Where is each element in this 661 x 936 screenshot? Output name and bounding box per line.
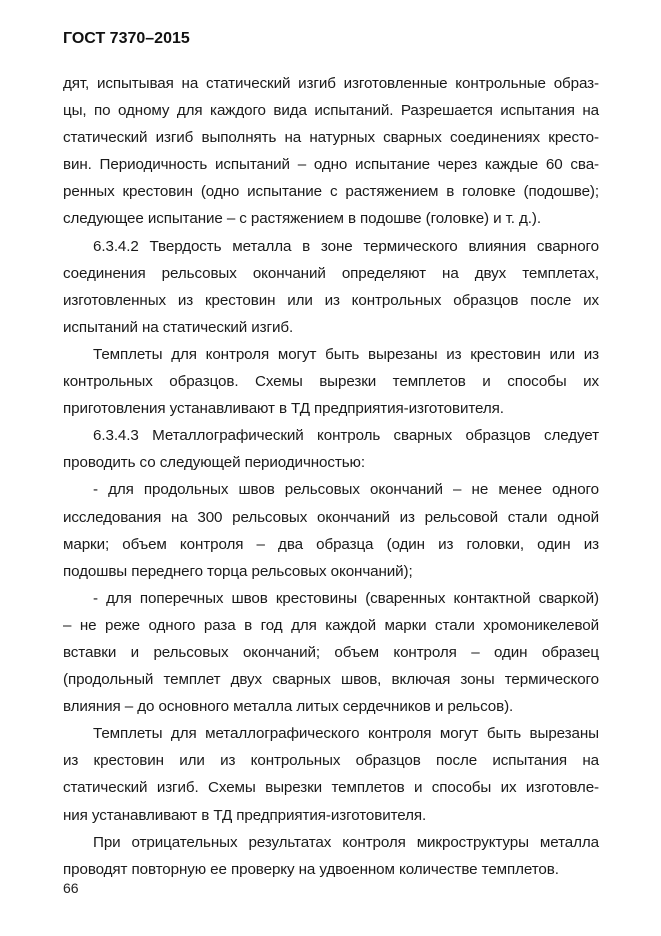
text-line: изготовленных из крестовин или из контрольных образцов после их — [63, 291, 599, 309]
text-line: вин. Периодичность испытаний – одно испытание через каждые 60 сва- — [63, 156, 599, 174]
text-line: исследования на 300 рельсовых окончаний из рельсовой стали одной — [63, 508, 599, 526]
text-line: ния устанавливают в ТД предприятия-изготовителя. — [63, 806, 427, 824]
text-line: статический изгиб. Схемы вырезки темплетов и способы их изготовле- — [63, 779, 599, 797]
text-line: приготовления устанавливают в ТД предприятия-изготовителя. — [63, 400, 504, 418]
body-text — [63, 70, 599, 883]
text-line: цы, по одному для каждого вида испытаний. Разрешается испытания на — [63, 102, 599, 120]
text-line: влияния – до основного металла литых сердечников и рельсов). — [63, 698, 514, 716]
text-line: Темплеты для металлографического контроля могут быть вырезаны — [93, 725, 599, 743]
text-line: 6.3.4.3 Металлографический контроль сварных образцов следует — [93, 427, 599, 445]
text-line: - для поперечных швов крестовины (сваренных контактной сваркой) — [93, 589, 599, 607]
standard-code-header: ГОСТ 7370–2015 — [63, 30, 190, 47]
text-line: ренных крестовин (одно испытание с растяжением в головке (подошве); — [63, 183, 599, 201]
text-line: При отрицательных результатах контроля микроструктуры металла — [93, 833, 599, 851]
text-line: 6.3.4.2 Твердость металла в зоне термического влияния сварного — [93, 237, 599, 255]
text-line: испытаний на статический изгиб. — [63, 318, 294, 336]
text-line: подошвы переднего торца рельсовых окончаний); — [63, 562, 413, 580]
text-line: (продольный темплет двух сварных швов, включая зоны термического — [63, 671, 599, 689]
text-line: Темплеты для контроля могут быть вырезаны из крестовин или из — [93, 345, 599, 363]
text-line: - для продольных швов рельсовых окончаний – не менее одного — [93, 481, 599, 499]
text-line: следующее испытание – с растяжением в подошве (головке) и т. д.). — [63, 210, 541, 228]
text-line: дят, испытывая на статический изгиб изготовленные контрольные образ- — [63, 75, 599, 92]
text-line: статический изгиб выполнять на натурных сварных соединениях кресто- — [63, 129, 599, 147]
text-line: марки; объем контроля – два образца (один из головки, один из — [63, 535, 599, 553]
text-line: контрольных образцов. Схемы вырезки темплетов и способы их — [63, 373, 599, 391]
page-number: 66 — [63, 880, 79, 896]
text-line: соединения рельсовых окончаний определяют на двух темплетах, — [63, 264, 599, 282]
text-line: проводить со следующей периодичностью: — [63, 454, 365, 472]
text-line: из крестовин или из контрольных образцов после испытания на — [63, 752, 599, 770]
text-line: проводят повторную ее проверку на удвоенном количестве темплетов. — [63, 860, 559, 878]
text-line: – не реже одного раза в год для каждой марки стали хромоникелевой — [63, 616, 599, 634]
text-line: вставки и рельсовых окончаний; объем контроля – один образец — [63, 643, 599, 661]
